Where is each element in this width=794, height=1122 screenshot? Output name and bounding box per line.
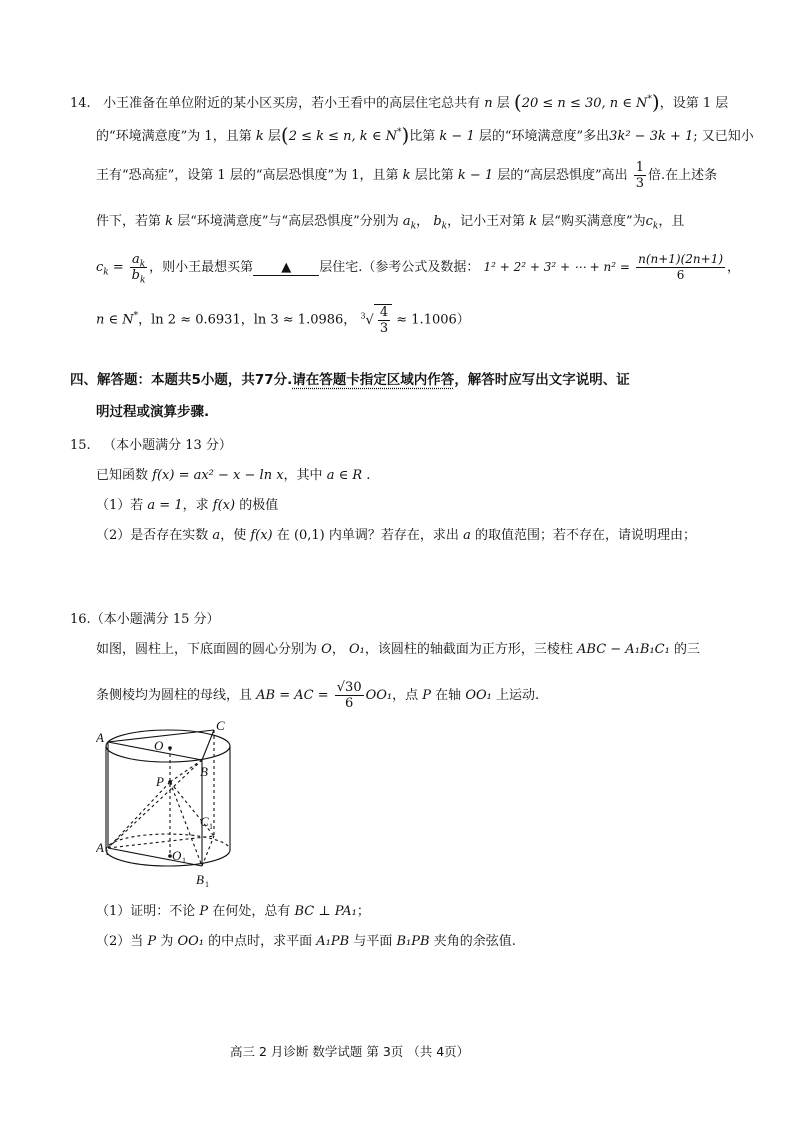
label-C1: C — [200, 814, 209, 829]
edge-A1C1 — [108, 836, 214, 848]
label-O: O — [154, 738, 164, 753]
answer-blank — [253, 261, 319, 276]
triangle-marker-icon: ▲ — [281, 260, 292, 275]
edge-BC — [202, 730, 214, 760]
sum-formula-fraction: $\frac{n(n+1)(2n+1)}{6}$ — [638, 252, 724, 282]
label-O1-subscript: 1 — [182, 856, 186, 865]
q15-header: 15. （本小题满分 13 分） — [70, 438, 232, 453]
q14-line-6: n ∈ N*，ln 2 ≈ 0.6931，ln 3 ≈ 1.0986， $^3$√ $\frac{4}{3}$ ≈ 1.1006） — [96, 305, 470, 336]
q15-part-2: （2）是否存在实数 a，使 f(x) 在 (0,1) 内单调？若存在，求出 a 的取值范围；若不存在，请说明理由； — [96, 528, 696, 543]
q14-line-5: $c_k$ = $\frac{a_k}{b_k}$ ，则小王最想买第 ▲ 层住宅.（参考公式及数据： 1² + 2² + 3² + ⋯ + n² = $\frac{n(n+1)(2n+1)}{6}$ ， — [96, 252, 741, 286]
label-C1-subscript: 1 — [209, 822, 213, 831]
label-O1: O — [172, 848, 182, 863]
segment-PA1 — [108, 782, 170, 848]
label-A1-subscript: 1 — [105, 848, 109, 857]
q16-header: 16.（本小题满分 15 分） — [70, 612, 220, 627]
one-third-fraction: $\frac{1}{3}$ — [635, 160, 645, 191]
ak-over-bk-fraction: $\frac{a_k}{b_k}$ — [131, 252, 146, 286]
cylinder-prism-figure — [96, 720, 256, 892]
q14-line-2: 的“环境满意度”为 1，且第 k 层(2 ≤ k ≤ n, k ∈ N*)比第 k − 1 层的“环境满意度”多出3k² − 3k + 1; 又已知小 — [96, 123, 754, 147]
label-B: B — [200, 764, 208, 779]
label-A1: A — [96, 840, 104, 855]
q14-line-3: 王有“恐高症”，设第 1 层的“高层恐惧度”为 1，且第 k 层比第 k − 1 层的“高层恐惧度”高出 $\frac{1}{3}$ 倍.在上述条 — [96, 160, 718, 191]
section-4-heading-line-2: 明过程或演算步骤. — [96, 404, 210, 420]
point-O — [168, 746, 172, 750]
label-B1-subscript: 1 — [205, 880, 209, 889]
q16-line-1: 如图，圆柱上，下底面圆的圆心分别为 O， O₁，该圆柱的轴截面为正方形，三棱柱 ABC − A₁B₁C₁ 的三 — [96, 642, 700, 657]
bottom-base-front-arc — [106, 850, 230, 866]
point-P — [168, 780, 172, 784]
label-B1: B — [196, 872, 204, 887]
q15-stem: 已知函数 f(x) = ax² − x − ln x，其中 a ∈ R . — [96, 468, 371, 483]
q14-line-1: 14. 小王准备在单位附近的某小区买房，若小王看中的高层住宅总共有 n 层 (20 ≤ n ≤ 30, n ∈ N*)，设第 1 层 — [70, 90, 729, 114]
q14-line-4: 件下，若第 k 层“环境满意度”与“高层恐惧度”分别为 $a_k$， $b_k$，记小王对第 k 层“购买满意度”为$c_k$，且 — [96, 214, 685, 232]
label-A: A — [96, 730, 104, 745]
segment-PB — [170, 760, 202, 782]
q16-part-2: （2）当 P 为 OO₁ 的中点时，求平面 A₁PB 与平面 B₁PB 夹角的余弦值. — [96, 934, 516, 949]
section-4-heading-line-1: 四、解答题：本题共5小题，共77分.请在答题卡指定区域内作答，解答时应写出文字说明、证 — [70, 372, 630, 388]
cube-root: $^3$√ $\frac{4}{3}$ — [360, 304, 392, 336]
edge-A1B1 — [108, 848, 202, 866]
q15-part-1: （1）若 a = 1，求 f(x) 的极值 — [96, 498, 279, 513]
q14-number: 14. — [70, 96, 91, 111]
label-P: P — [156, 774, 164, 789]
label-C: C — [216, 720, 225, 733]
q16-part-1: （1）证明：不论 P 在何处，总有 BC ⊥ PA₁； — [96, 904, 370, 919]
sqrt30-over-6-fraction: $\frac{√30}{6}$ — [336, 680, 362, 711]
page-footer: 高三 2 月诊断 数学试题 第 3页 （共 4页） — [230, 1044, 470, 1059]
q16-line-2: 条侧棱均为圆柱的母线，且 AB = AC = $\frac{√30}{6}$ OO₁，点 P 在轴 OO₁ 上运动. — [96, 680, 540, 711]
